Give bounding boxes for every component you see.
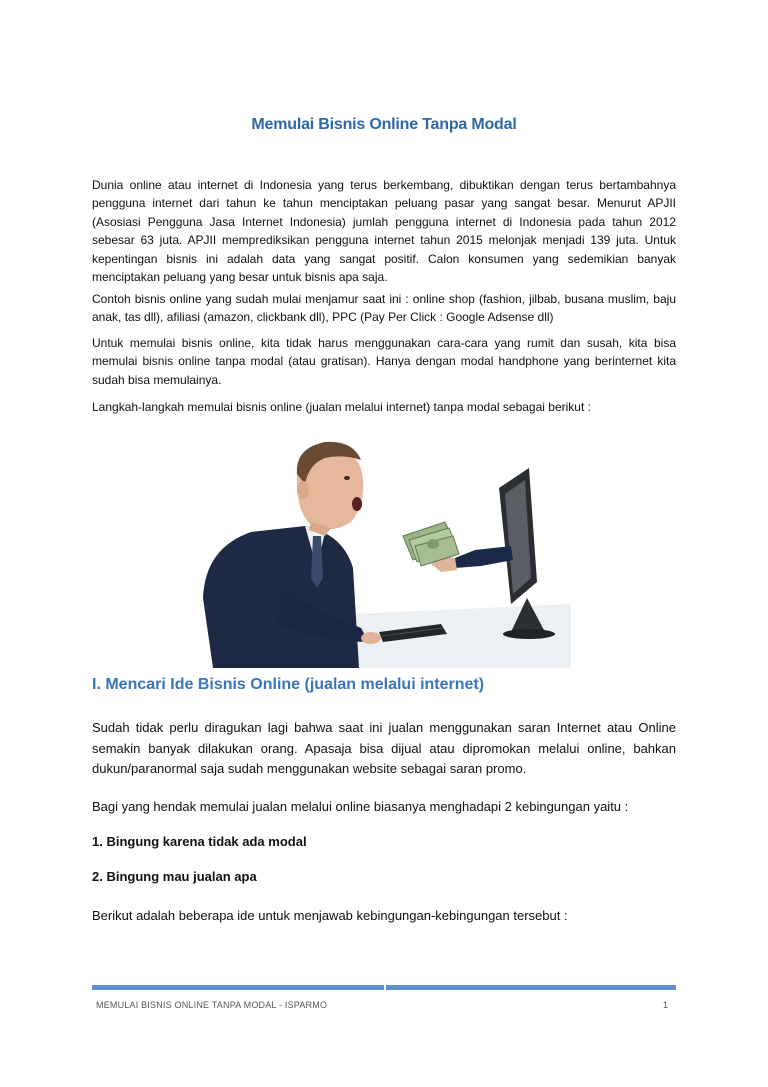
footer-page-number: 1 — [662, 1000, 668, 1010]
section-heading: I. Mencari Ide Bisnis Online (jualan melalui internet) — [92, 676, 485, 693]
document-title: Memulai Bisnis Online Tanpa Modal — [251, 116, 517, 133]
list-item-no-capital: 1. Bingung karena tidak ada modal — [92, 834, 307, 849]
illustration-man-money-monitor — [193, 428, 571, 668]
section-paragraph-confusions: Bagi yang hendak memulai jualan melalui online biasanya menghadapi 2 kebingungan yaitu : — [92, 799, 629, 814]
paragraph-how-to-start: Untuk memulai bisnis online, kita tidak harus menggunakan cara-cara yang rumit dan susah, kita bisa memulai bisnis online tanpa modal (atau gratisan). Hanya dengan modal handphone yang berinternet kita sudah bisa memulainya. — [92, 336, 676, 387]
section-paragraph-ideas-intro: Berikut adalah beberapa ide untuk menjawab kebingungan-kebingungan tersebut : — [92, 908, 568, 923]
section-paragraph-intro: Sudah tidak perlu diragukan lagi bahwa saat ini jualan menggunakan saran Internet atau Online semakin banyak dilakukan orang. Apasaja bisa dijual atau dipromokan melalui online, bahkan dukun/paranormal saja sudah menggunakan website sebagai saran promo. — [92, 720, 676, 776]
footer-rule-divider — [384, 985, 386, 990]
paragraph-examples: Contoh bisnis online yang sudah mulai menjamur saat ini : online shop (fashion, jilbab, busana muslim, baju anak, tas dll), afiliasi (amazon, clickbank dll), PPC (Pay Per Click : Google Adsense dll) — [92, 292, 676, 325]
footer-document-title: MEMULAI BISNIS ONLINE TANPA MODAL - ISPARMO — [96, 1000, 328, 1010]
paragraph-intro: Dunia online atau internet di Indonesia yang terus berkembang, dibuktikan dengan terus bertambahnya pengguna internet dari tahun ke tahun menciptakan peluang pasar yang sangat besar. Menurut APJII (Asosiasi Pengguna Jasa Internet Indonesia) jumlah pengguna internet di Indonesia pada tahun 2012 sebesar 63 juta. APJII memprediksikan pengguna internet tahun 2015 melonjak menjadi 139 juta. Untuk kepentingan bisnis ini adalah data yang sangat positif. Calon konsumen yang sedemikian banyak menciptakan peluang yang besar untuk bisnis apa saja. — [92, 178, 676, 285]
list-item-what-to-sell: 2. Bingung mau jualan apa — [92, 869, 257, 884]
paragraph-steps-intro: Langkah-langkah memulai bisnis online (jualan melalui internet) tanpa modal sebagai berikut : — [92, 400, 591, 414]
